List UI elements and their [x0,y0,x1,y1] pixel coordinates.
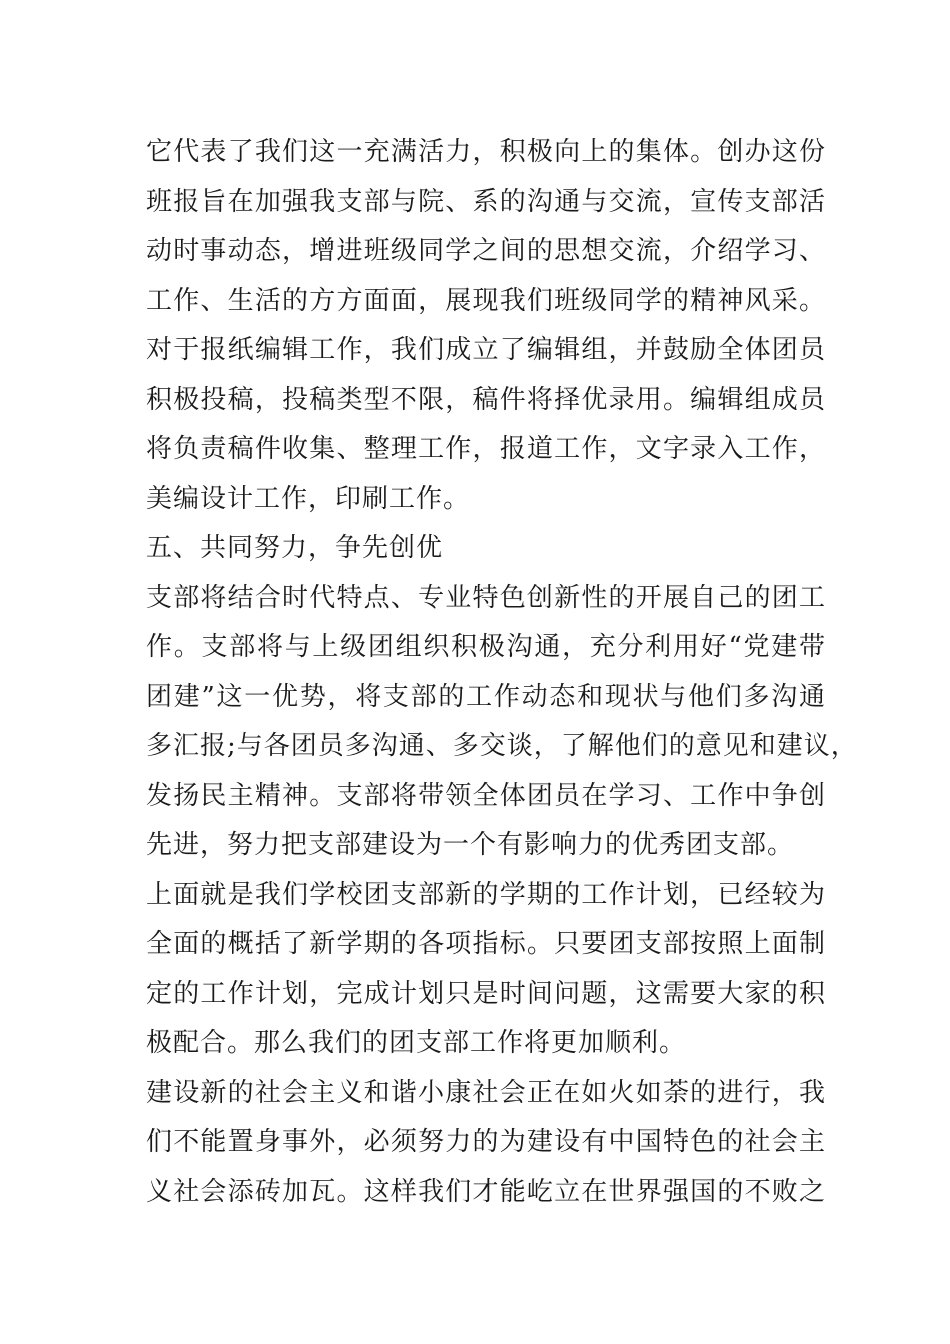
text-line: 美编设计工作，印刷工作。 [146,483,471,514]
text-line: 积极投稿，投稿类型不限，稿件将择优录用。编辑组成员 [146,384,826,415]
text-line: 先进，努力把支部建设为一个有影响力的优秀团支部。 [146,830,795,860]
section-heading: 五、共同努力，争先创优 [146,533,444,563]
text-line: 动时事动态，增进班级同学之间的思想交流，介绍学习、 [146,236,826,266]
text-line: 定的工作计划，完成计划只是时间问题，这需要大家的积 [146,978,826,1009]
text-line: 将负责稿件收集、整理工作，报道工作，文字录入工作， [146,434,826,464]
document-body [146,128,858,1217]
text-line: 义社会添砖加瓦。这样我们才能屹立在世界强国的不败之 [146,1176,826,1207]
text-line: 作。支部将与上级团组织积极沟通，充分利用好“党建带 [146,632,826,662]
text-line: 它代表了我们这一充满活力，积极向上的集体。创办这份 [146,137,826,167]
text-line: 班报旨在加强我支部与院、系的沟通与交流，宣传支部活 [146,186,826,217]
text-line: 们不能置身事外，必须努力的为建设有中国特色的社会主 [146,1127,826,1157]
text-line: 团建”这一优势，将支部的工作动态和现状与他们多沟通 [146,681,826,712]
text-line: 发扬民主精神。支部将带领全体团员在学习、工作中争创 [146,780,826,811]
text-line: 极配合。那么我们的团支部工作将更加顺利。 [146,1028,687,1058]
text-line: 工作、生活的方方面面，展现我们班级同学的精神风采。 [146,285,826,316]
text-line: 上面就是我们学校团支部新的学期的工作计划，已经较为 [146,879,826,910]
text-line: 支部将结合时代特点、专业特色创新性的开展自己的团工 [146,582,826,613]
text-line: 对于报纸编辑工作，我们成立了编辑组，并鼓励全体团员 [146,335,826,365]
text-line: 多汇报;与各团员多沟通、多交谈，了解他们的意见和建议， [146,731,858,761]
text-line: 建设新的社会主义和谐小康社会正在如火如荼的进行，我 [146,1077,826,1108]
text-line: 全面的概括了新学期的各项指标。只要团支部按照上面制 [146,929,826,959]
